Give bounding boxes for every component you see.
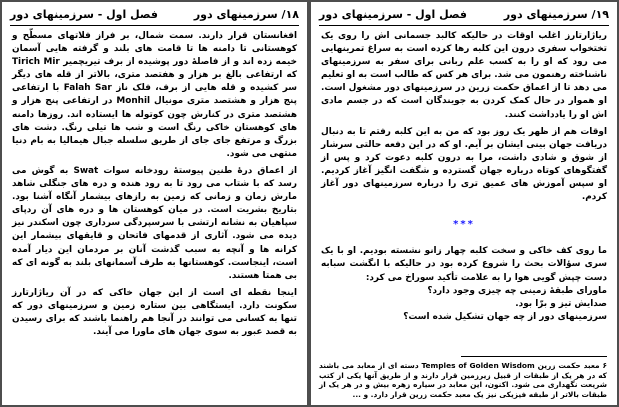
page-gutter bbox=[307, 0, 311, 407]
right-page bbox=[311, 2, 617, 405]
left-page bbox=[2, 2, 307, 405]
chapter-title: فصل اول - سرزمینهای دور bbox=[10, 8, 158, 21]
page-header bbox=[319, 8, 609, 23]
page-body bbox=[321, 30, 607, 324]
paragraph: از اعماق درهٔ طنین پیوستهٔ رودخانه سوات Swat به گوش می رسد که با شتاب می رود تا به رود هنده و دره های جنگلی شاهد مارش زمان و زمانی که زمین به رازهای بیشمار آنگاه آشنا بود. بتاریخ بشریت است. در میان کوهستان ها و دره های آن ردپای سپاهیان به نشانه ارتشی با سرسپردگی سرداری چون اسکندر نیز دیده می شود. آثاری از قدمهای فاتحان و قایقهای بیشمار این کرانه ها و آنچه به سبب گذشت آنان بر مردمان این دیار آمده است، اینجاست. کوهستانها به طرف آسمانهای بلند به گونه ای که بی همتا هستند. bbox=[12, 165, 297, 281]
page-header bbox=[10, 8, 299, 23]
page-number: ۱۹/ سرزمینهای دور bbox=[503, 8, 609, 21]
section-separator: *** bbox=[453, 219, 475, 231]
footnote: ۶ معبد حکمت زرین Temples of Golden Wisdom دسته ای از معابد می باشند که در هر یک از طبقات از قبیل زیرزمین قرار دارند و از طریق آنها یکی از کتب شریعت نگهداری می شود. اکنون، این معابد در سیاره زهره بیش و در هر یک از طبقات بالاتر از طبقه فیزیکی نیز یک معبد حکمت زرین قرار دارد. و ... bbox=[319, 361, 607, 399]
chapter-title: فصل اول - سرزمینهای دور bbox=[319, 8, 467, 21]
page-body bbox=[12, 30, 297, 339]
header-rule bbox=[319, 25, 609, 26]
header-rule bbox=[10, 25, 299, 26]
footnote-rule bbox=[461, 356, 607, 357]
paragraph: ریاژارتارز اغلب اوقات در حالیکه کالبد جسمانی اش را روی یک تختخواب سفری درون این کلبه رها کرده است به سراغ تمرینهایی می رود که او را به کسب علم ربانی برای سفر به سرزمینهای ناشناخته رهنمون می شد. برای هر کس که طالب است به او تعلیم می دهد تا از اعماق حکمت زرین در سرزمینهای دور مشغول است. او هموار در حال کمک کردن به جویندگان است که در جسم مادی اش او را یادداشت کنند. bbox=[321, 31, 607, 120]
verse-line: سرزمینهای دور از چه جهان تشکیل شده است؟ bbox=[403, 311, 607, 322]
paragraph: اینجا نقطه ای است از این جهان خاکی که در آن ریاژارتارز سکونت دارد. ایستگاهی بین ستاره زمین و سرزمینهای دور که تنها به کسانی می توانند در آنجا هم راهنما باشند که برای رسیدن به قصد عبور به سوی جهان های ماورا می آیند. bbox=[12, 287, 297, 338]
paragraph: افغانستان قرار دارند. سمت شمال، بر فراز فلاتهای مسطّح و کوهستانی تا دامنه ها تا قامت های بلند و گرفته هایی آسمان خیمه زده اند و از فاصلهٔ دور پوشیده از برف تیریچمیر Tirich Mir که ارتفاعی بالغ بر هزار و هفتصد متری، بالاتر از قله های دیگر سر کشیده و قله هایی از برف، فلک ناز Falah Sar با ارتفاعی پنج هزار و هشتصد متری مونیال Monhil در ارتفاعی پنج هزار و هشتصد متری در کنارش چون کوتوله ها ایستاده اند. روزها دامنه های کوهستان خاکی رنگ است و شب ها تیلی رنگ. دشت های بزرگ و مرتفع جای جای از طریق سلسله جبال هیمالیا به بام دنیا منتهی می شود. bbox=[12, 31, 298, 159]
verse-line: ماورای طبقهٔ زمینی چه چیزی وجود دارد؟ bbox=[427, 285, 607, 296]
page-number: ۱۸/ سرزمینهای دور bbox=[193, 8, 299, 21]
paragraph: ما روی کف خاکی و سخت کلبه چهار زانو نشسته بودیم. او با یک سری سؤالات بحث را شروع کرده بود در حالیکه با انگشت سبابه دست چپش گویی هوا را به علامت تأکید سوراخ می کرد: bbox=[321, 246, 607, 283]
verse-line: صدایش تیز و برّا بود. bbox=[515, 298, 607, 309]
paragraph: اوقات هم از ظهر یک روز بود که من به این کلبه رفتم تا به دنبال دریافت جهان بینی ایشان بر آیم. او که در این دفعه حالتی سرشار از شوق و شادی داشت، مرا به درون کلبه دعوت کرد و پس از گفتگوهای کوتاه درباره جهان گسترده و شگفت انگیز آغاز کردیم. او سپس آموزش های عمیق تری را درباره سرزمینهای دور آغاز کردم. bbox=[321, 126, 607, 203]
